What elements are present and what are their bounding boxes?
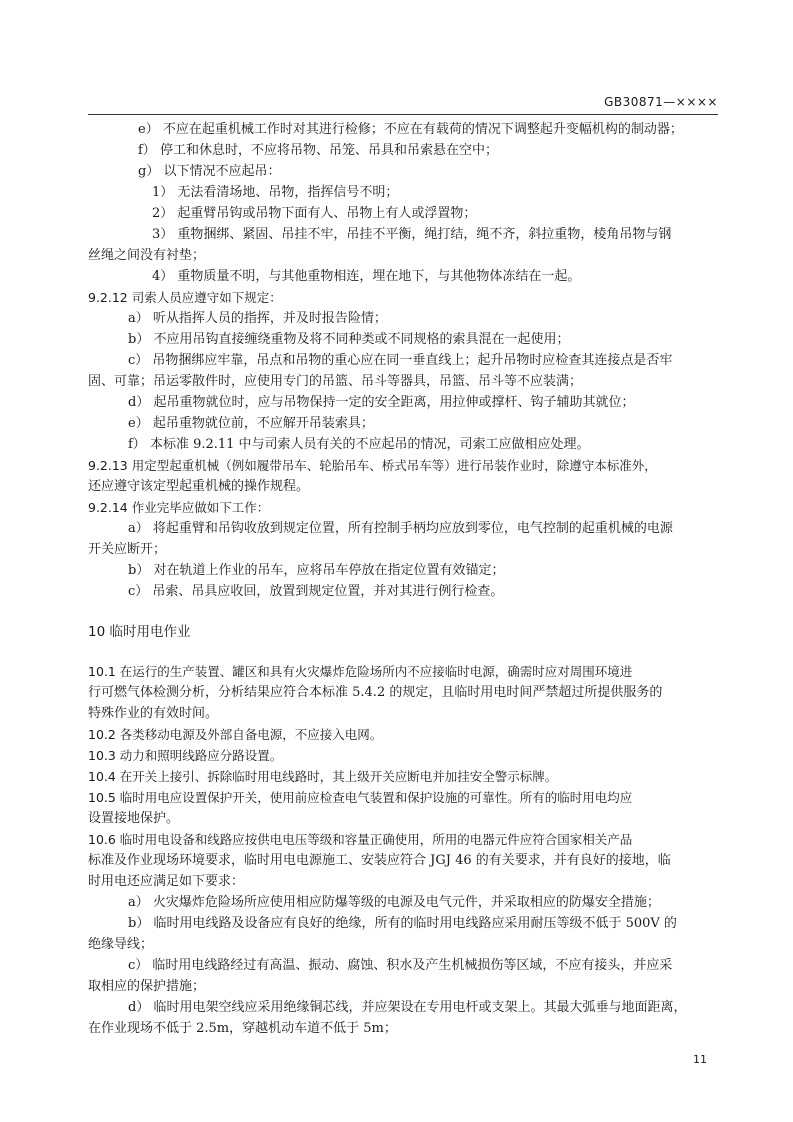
clause-10-5-cont: 设置接地保护。 [88, 811, 180, 826]
clause-item-c: c） 吊物捆绑应牢靠，吊点和吊物的重心应在同一垂直线上；起升吊物时应检查其连接点是否牢 [128, 353, 673, 368]
clause-9-2-14: 9.2.14 作业完毕应做如下工作： [88, 500, 270, 515]
clause-item-g: g） 以下情况不应起吊： [138, 164, 281, 179]
clause-item-a: a） 听从指挥人员的指挥，并及时报告险情； [128, 311, 387, 326]
clause-item-a3: a） 火灾爆炸危险场所应使用相应防爆等级的电源及电气元件，并采取相应的防爆安全措施； [128, 895, 660, 910]
clause-10-2: 10.2 各类移动电源及外部自备电源，不应接入电网。 [88, 727, 383, 742]
header-divider [88, 114, 718, 115]
standard-code: GB30871—×××× [604, 95, 718, 109]
clause-item-c3-cont: 取相应的保护措施； [88, 979, 206, 994]
clause-item-c3: c） 临时用电线路经过有高温、振动、腐蚀、积水及产生机械损伤等区域，不应有接头，并应采 [128, 958, 673, 973]
sub-item-4: 4） 重物质量不明，与其他重物相连，埋在地下，与其他物体冻结在一起。 [152, 269, 581, 284]
clause-10-1-cont2: 特殊作业的有效时间。 [88, 706, 219, 721]
page-number: 11 [693, 1053, 707, 1066]
clause-item-b2: b） 对在轨道上作业的吊车，应将吊车停放在指定位置有效锚定； [128, 563, 505, 578]
clause-item-d: d） 起吊重物就位时，应与吊物保持一定的安全距离，用拉伸或撑杆、钩子辅助其就位； [128, 395, 635, 410]
clause-item-b3-cont: 绝缘导线； [88, 937, 154, 952]
clause-9-2-13: 9.2.13 用定型起重机械（例如履带吊车、轮胎吊车、桥式吊车等）进行吊装作业时，除遵守本标准外， [88, 458, 657, 473]
clause-item-c2: c） 吊索、吊具应收回，放置到规定位置，并对其进行例行检查。 [128, 584, 504, 599]
clause-10-6-cont2: 时用电还应满足如下要求： [88, 874, 245, 889]
clause-item-f: f） 停工和休息时，不应将吊物、吊笼、吊具和吊索悬在空中； [138, 143, 498, 158]
clause-item-b3: b） 临时用电线路及设备应有良好的绝缘，所有的临时用电线路应采用耐压等级不低于 500V 的 [128, 916, 677, 931]
clause-item-d3: d） 临时用电架空线应采用绝缘铜芯线，并应架设在专用电杆或支架上。其最大弧垂与地面距离， [128, 1000, 687, 1015]
clause-item-a2: a） 将起重臂和吊钩收放到规定位置，所有控制手柄均应放到零位，电气控制的起重机械的电源 [128, 521, 673, 536]
sub-item-1: 1） 无法看清场地、吊物，指挥信号不明； [152, 185, 399, 200]
clause-10-6-cont1: 标准及作业现场环境要求，临时用电电源施工、安装应符合 JGJ 46 的有关要求，并有良好的接地，临 [88, 853, 671, 868]
clause-10-1-cont1: 行可燃气体检测分析，分析结果应符合本标准 5.4.2 的规定，且临时用电时间严禁超过所提供服务的 [88, 685, 663, 700]
clause-10-1: 10.1 在运行的生产装置、罐区和具有火灾爆炸危险场所内不应接临时电源，确需时应对周围环境进 [88, 664, 633, 679]
clause-item-e: e） 不应在起重机械工作时对其进行检修；不应在有载荷的情况下调整起升变幅机构的制动器； [138, 122, 683, 137]
clause-item-f2: f） 本标准 9.2.11 中与司索人员有关的不应起吊的情况，司索工应做相应处理。 [128, 437, 590, 452]
clause-9-2-13-cont: 还应遵守该定型起重机械的操作规程。 [88, 479, 310, 494]
clause-item-e2: e） 起吊重物就位前，不应解开吊装索具； [128, 416, 374, 431]
clause-item-b: b） 不应用吊钩直接缠绕重物及将不同种类或不同规格的索具混在一起使用； [128, 332, 570, 347]
clause-item-d3-cont: 在作业现场不低于 2.5m，穿越机动车道不低于 5m； [88, 1021, 397, 1036]
section-title-10: 10 临时用电作业 [88, 624, 191, 640]
sub-item-3-cont: 丝绳之间没有衬垫； [88, 248, 206, 263]
clause-10-4: 10.4 在开关上接引、拆除临时用电线路时，其上级开关应断电并加挂安全警示标牌。 [88, 769, 558, 784]
clause-item-c-cont: 固、可靠；吊运零散件时，应使用专门的吊篮、吊斗等器具，吊篮、吊斗等不应装满； [88, 374, 583, 389]
clause-10-5: 10.5 临时用电应设置保护开关，使用前应检查电气装置和保护设施的可靠性。所有的临时用电均应 [88, 790, 633, 805]
sub-item-2: 2） 起重臂吊钩或吊物下面有人、吊物上有人或浮置物； [152, 206, 477, 221]
clause-10-6: 10.6 临时用电设备和线路应按供电电压等级和容量正确使用，所用的电器元件应符合国家相关产品 [88, 832, 633, 847]
clause-item-a2-cont: 开关应断开； [88, 542, 167, 557]
clause-10-3: 10.3 动力和照明线路应分路设置。 [88, 748, 283, 763]
clause-9-2-12: 9.2.12 司索人员应遵守如下规定： [88, 290, 282, 305]
sub-item-3: 3） 重物捆绑、紧固、吊挂不牢，吊挂不平衡，绳打结，绳不齐，斜拉重物，棱角吊物与钢 [152, 227, 672, 242]
